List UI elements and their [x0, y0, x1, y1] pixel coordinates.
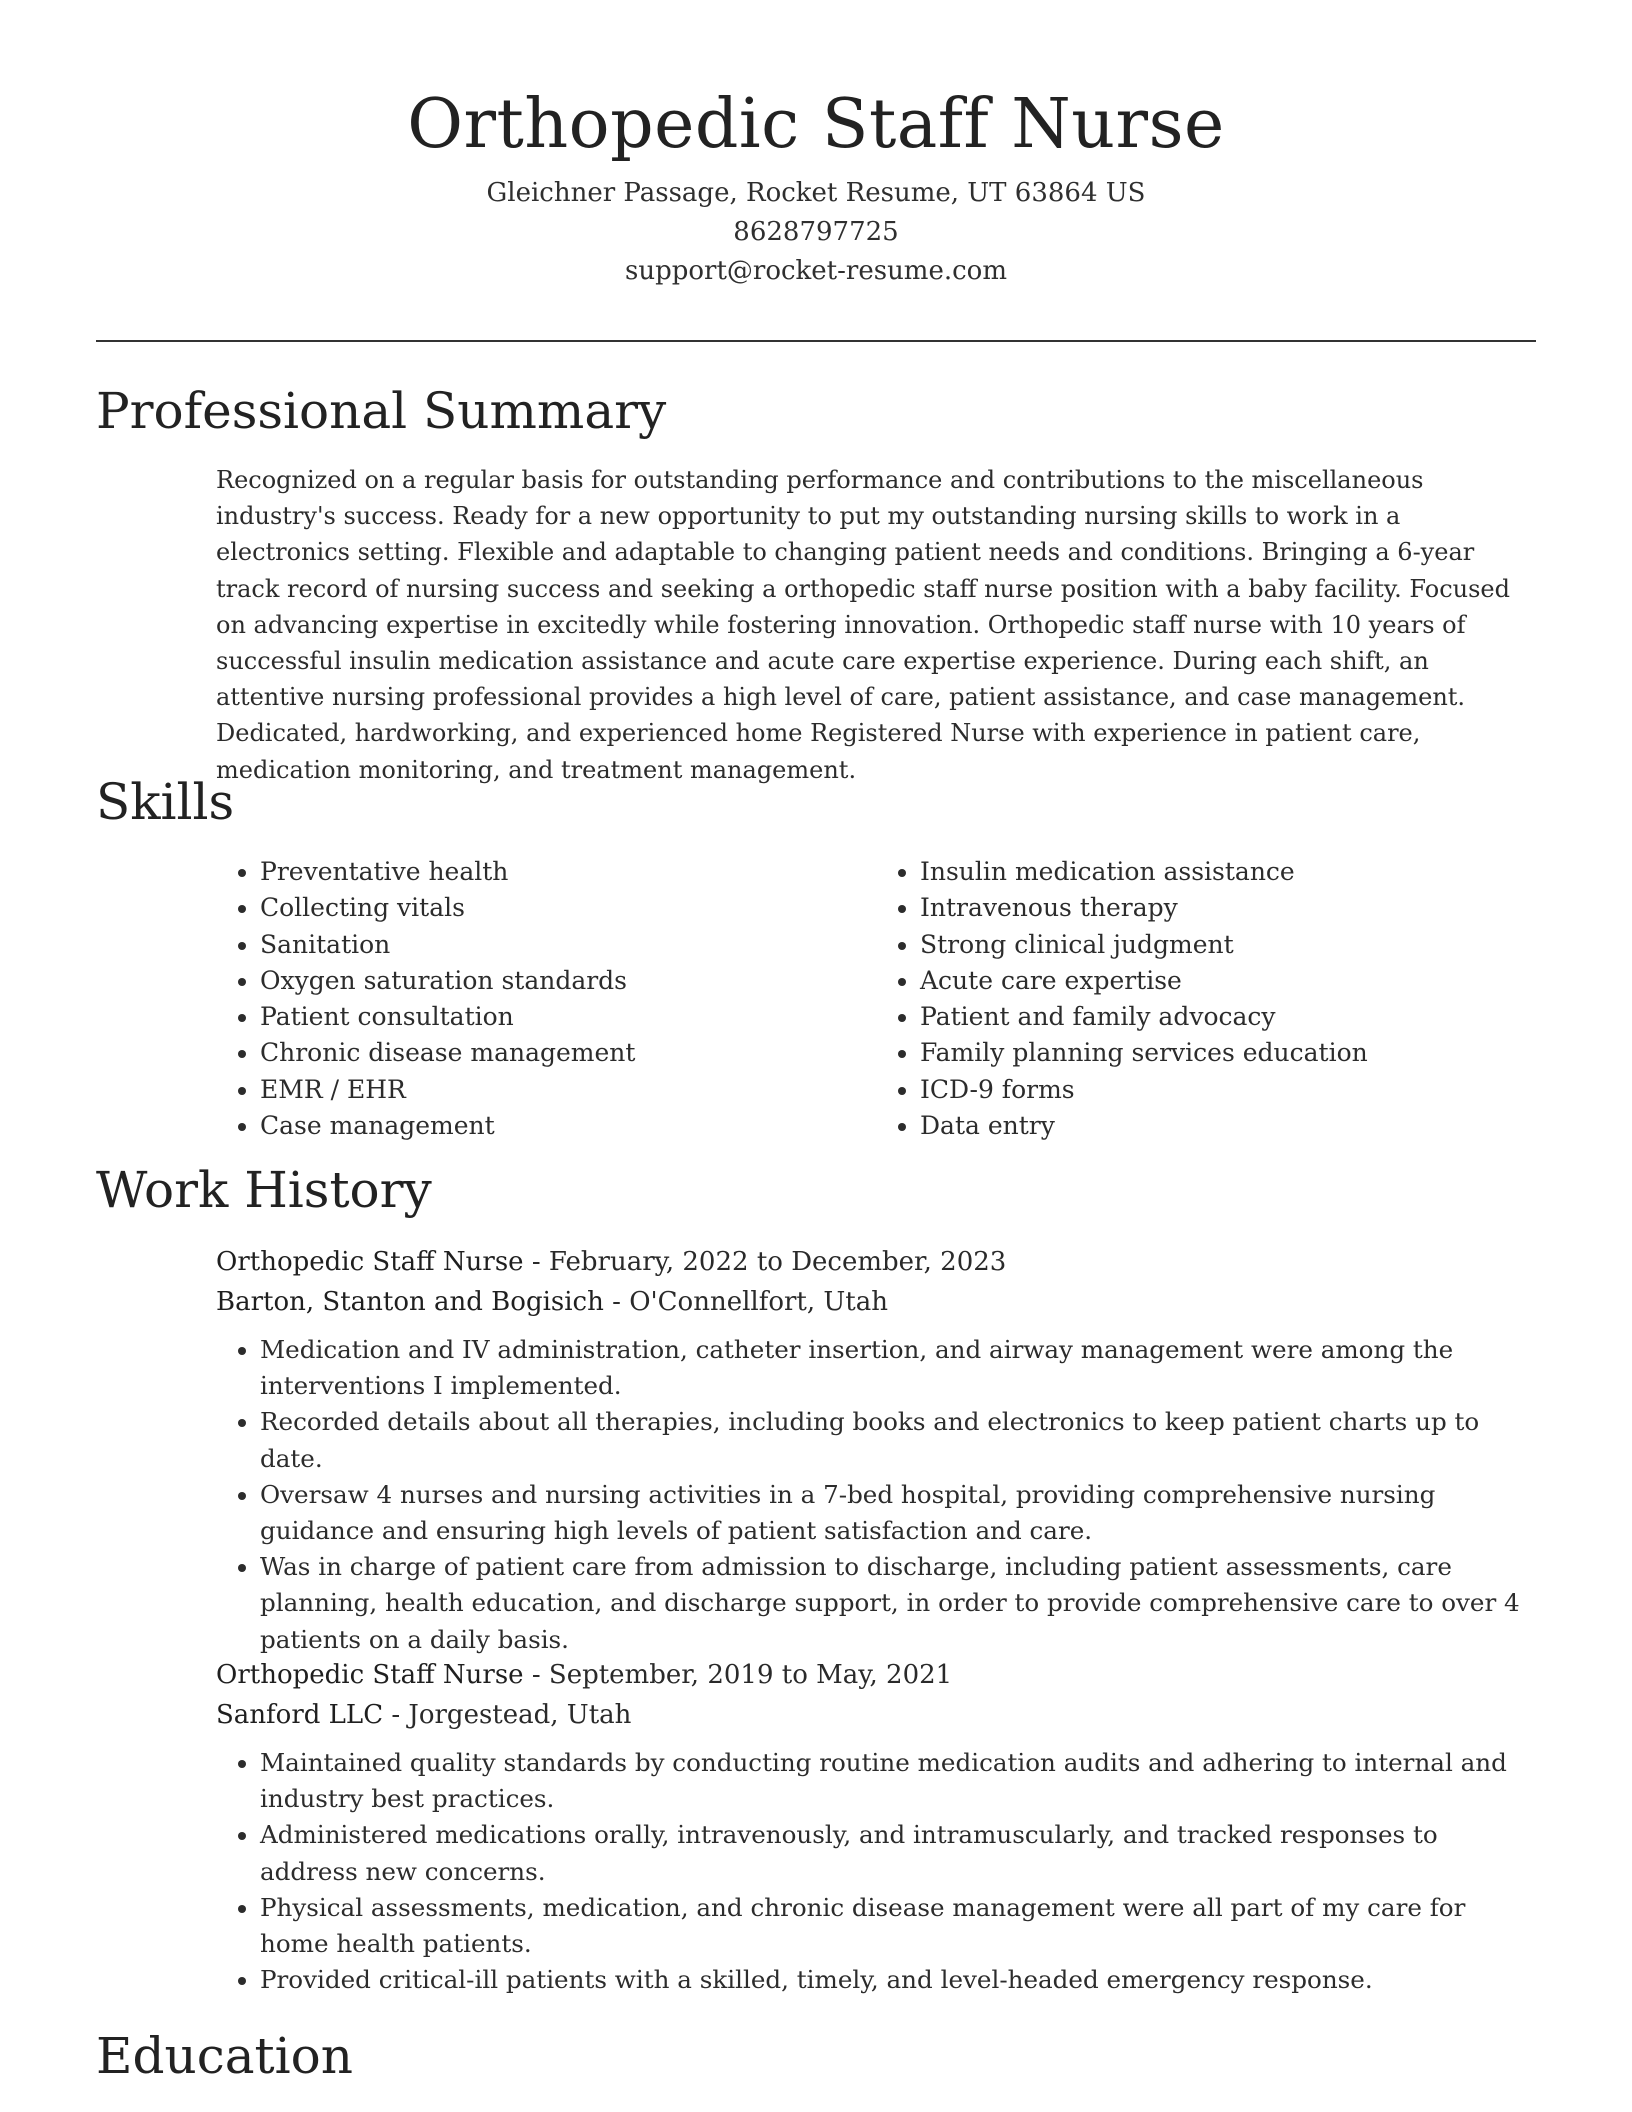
- job-title-line: [216, 1242, 1540, 1282]
- job-duty: • Medication and IV administration, catheter insertion, and airway management were among the interventions I implemented.: [260, 1332, 1540, 1404]
- skill-item: • Strong clinical judgment: [920, 927, 1536, 963]
- skill-item: • ICD-9 forms: [920, 1072, 1536, 1108]
- job-dates: - February, 2022 to December, 2023: [531, 1247, 1007, 1277]
- job-entry: [216, 1655, 1540, 1998]
- resume-header: [0, 82, 1632, 291]
- work-history-heading: Work History: [96, 1161, 432, 1219]
- contact-email: support@rocket-resume.com: [624, 256, 1007, 286]
- job-title: Orthopedic Staff Nurse: [216, 1660, 524, 1690]
- job-duty: • Physical assessments, medication, and chronic disease management were all part of my care for home health patients.: [260, 1890, 1540, 1962]
- education-heading: Education: [96, 2027, 353, 2085]
- skill-item: • Preventative health: [260, 854, 876, 890]
- skill-item: • Sanitation: [260, 927, 876, 963]
- job-company-line: [216, 1282, 1540, 1322]
- job-location: - Jorgestead, Utah: [391, 1700, 632, 1730]
- job-duties: [216, 1745, 1540, 1998]
- candidate-name: Orthopedic Staff Nurse: [407, 85, 1225, 164]
- skill-item: • Acute care expertise: [920, 963, 1536, 999]
- contact-phone: 8628797725: [733, 217, 899, 247]
- job-duty: • Administered medications orally, intravenously, and intramuscularly, and tracked responses to address new concerns.: [260, 1817, 1540, 1889]
- job-duty: • Was in charge of patient care from admission to discharge, including patient assessments, care planning, health education, and discharge support, in order to provide comprehensive care to over 4 patients on a daily basis.: [260, 1549, 1540, 1658]
- job-location: - O'Connellfort, Utah: [612, 1287, 888, 1317]
- header-divider: [96, 340, 1536, 342]
- skill-item: • Case management: [260, 1108, 876, 1144]
- job-duty: • Maintained quality standards by conducting routine medication audits and adhering to internal and industry best practices.: [260, 1745, 1540, 1817]
- skill-item: • EMR / EHR: [260, 1072, 876, 1108]
- skills-heading: Skills: [96, 773, 235, 831]
- skill-item: • Data entry: [920, 1108, 1536, 1144]
- job-duty: • Oversaw 4 nurses and nursing activities in a 7-bed hospital, providing comprehensive nursing guidance and ensuring high levels of patient satisfaction and care.: [260, 1477, 1540, 1549]
- summary-text: Recognized on a regular basis for outstanding performance and contributions to the miscellaneous industry's success. Ready for a new opportunity to put my outstanding nursing skills to work in a electronics setting. Flexible and adaptable to changing patient needs and conditions. Bringing a 6-year track record of nursing success and seeking a orthopedic staff nurse position with a baby facility. Focused on advancing expertise in excitedly while fostering innovation. Orthopedic staff nurse with 10 years of successful insulin medication assistance and acute care expertise experience. During each shift, an attentive nursing professional provides a high level of care, patient assistance, and case management. Dedicated, hardworking, and experienced home Registered Nurse with experience in patient care, medication monitoring, and treatment management.: [216, 466, 1510, 784]
- skill-item: • Family planning services education: [920, 1035, 1536, 1071]
- skill-item: • Patient consultation: [260, 999, 876, 1035]
- skills-list: [216, 854, 1536, 1144]
- job-title: Orthopedic Staff Nurse: [216, 1247, 524, 1277]
- job-entry: [216, 1242, 1540, 1658]
- skill-item: • Patient and family advocacy: [920, 999, 1536, 1035]
- job-duties: [216, 1332, 1540, 1658]
- skill-item: • Chronic disease management: [260, 1035, 876, 1071]
- job-company: Sanford LLC: [216, 1700, 384, 1730]
- job-duty: • Recorded details about all therapies, including books and electronics to keep patient charts up to date.: [260, 1404, 1540, 1476]
- skill-item: • Insulin medication assistance: [920, 854, 1536, 890]
- job-company: Barton, Stanton and Bogisich: [216, 1287, 604, 1317]
- skill-item: • Intravenous therapy: [920, 890, 1536, 926]
- job-dates: - September, 2019 to May, 2021: [531, 1660, 953, 1690]
- summary-heading: Professional Summary: [96, 382, 667, 440]
- contact-block: [0, 174, 1632, 291]
- skills-column-left: [216, 854, 876, 1144]
- job-title-line: [216, 1655, 1540, 1695]
- skill-item: • Collecting vitals: [260, 890, 876, 926]
- job-company-line: [216, 1695, 1540, 1735]
- skill-item: • Oxygen saturation standards: [260, 963, 876, 999]
- contact-address: Gleichner Passage, Rocket Resume, UT 63864 US: [486, 178, 1146, 208]
- job-duty: • Provided critical-ill patients with a skilled, timely, and level-headed emergency response.: [260, 1962, 1540, 1998]
- skills-column-right: [876, 854, 1536, 1144]
